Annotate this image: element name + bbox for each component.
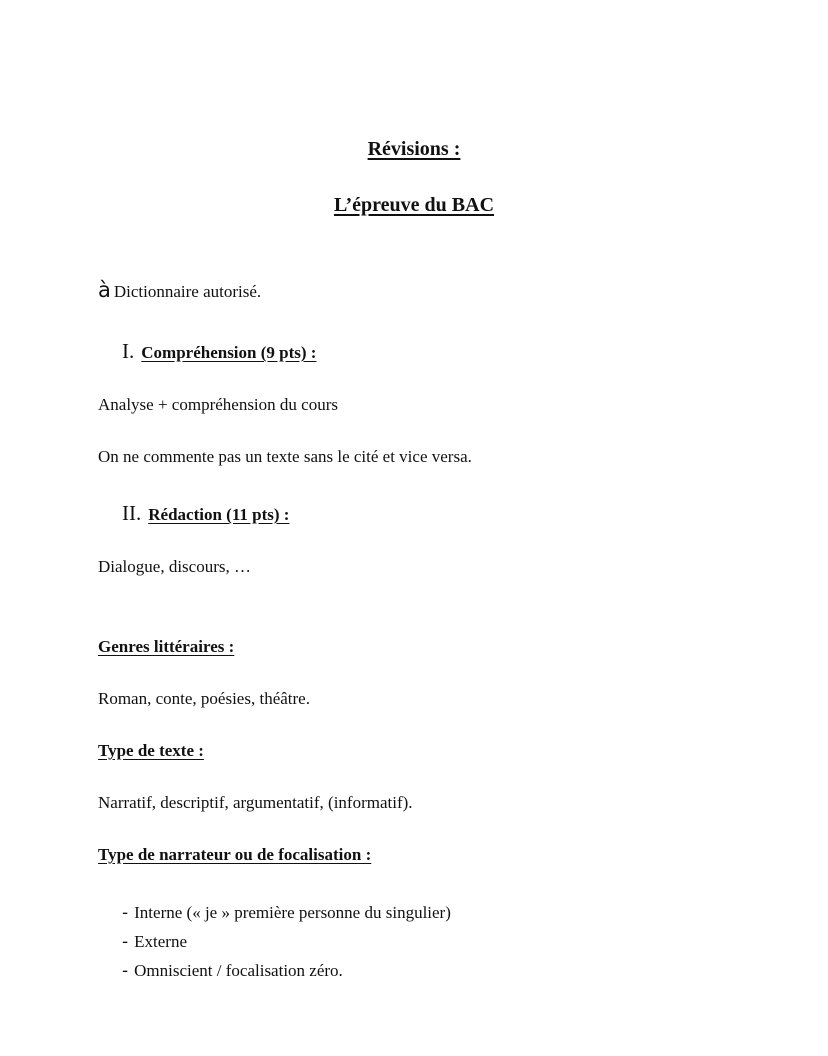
comprehension-line-1: Analyse + compréhension du cours xyxy=(98,395,338,414)
section-heading-redaction xyxy=(122,501,289,526)
list-item xyxy=(122,961,343,981)
intro-line xyxy=(98,278,261,302)
list-item-text: Interne (« je » première personne du singulier) xyxy=(134,903,451,922)
types-text: Narratif, descriptif, argumentatif, (informatif). xyxy=(98,793,413,812)
list-item-text: Externe xyxy=(134,932,187,951)
genres-text: Roman, conte, poésies, théâtre. xyxy=(98,689,310,708)
types-heading: Type de texte : xyxy=(98,741,204,760)
comprehension-line-2: On ne commente pas un texte sans le cité et vice versa. xyxy=(98,447,472,466)
page-title: Révisions : xyxy=(367,138,461,160)
genres-heading: Genres littéraires : xyxy=(98,637,235,656)
arrow-marker-icon: à xyxy=(98,278,111,302)
page-subtitle: L’épreuve du BAC xyxy=(333,194,495,216)
section-number: II. xyxy=(122,501,142,525)
bullet-dash-icon: - xyxy=(122,961,129,981)
list-item xyxy=(122,903,451,923)
section-heading-comprehension xyxy=(122,339,316,364)
section-label: Compréhension (9 pts) : xyxy=(141,343,317,362)
redaction-line-1: Dialogue, discours, … xyxy=(98,557,251,576)
intro-text: Dictionnaire autorisé. xyxy=(113,282,262,301)
bullet-dash-icon: - xyxy=(122,903,129,923)
section-label: Rédaction (11 pts) : xyxy=(148,505,290,524)
narrateur-heading: Type de narrateur ou de focalisation : xyxy=(98,845,372,864)
list-item xyxy=(122,932,187,952)
bullet-dash-icon: - xyxy=(122,932,129,952)
list-item-text: Omniscient / focalisation zéro. xyxy=(134,961,343,980)
section-number: I. xyxy=(122,339,135,363)
